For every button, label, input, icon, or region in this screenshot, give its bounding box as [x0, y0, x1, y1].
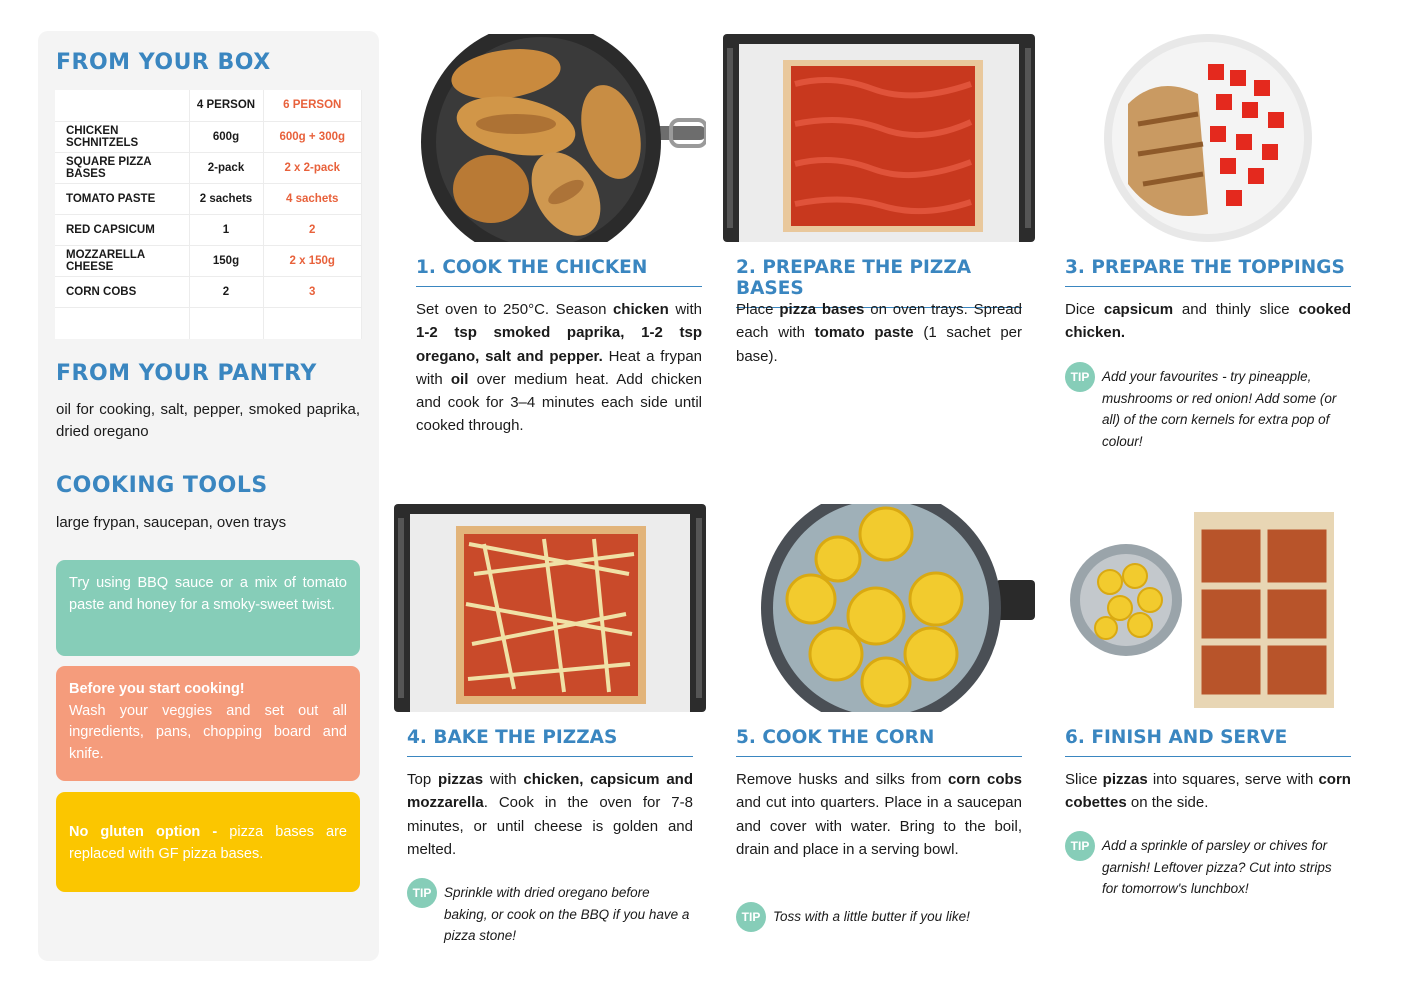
ingredient-name: TOMATO PASTE: [55, 183, 189, 214]
step-5-tip-text: Toss with a little butter if you like!: [773, 909, 970, 924]
ingredient-name: CORN COBS: [55, 276, 189, 307]
tip-icon: TIP: [736, 902, 766, 932]
before-cooking-title: Before you start cooking!: [69, 681, 245, 697]
emphasis-text: 1-2 tsp smoked paprika, 1-2 tsp oregano, salt and pepper.: [416, 324, 702, 365]
step-6-title: 6. FINISH AND SERVE: [1065, 727, 1351, 757]
emphasis-text: cooked chicken.: [1065, 301, 1351, 342]
emphasis-text: corn cobettes: [1065, 771, 1351, 812]
table-row: [55, 121, 362, 152]
step-5-tip: [736, 906, 1022, 932]
ingredient-name: CHICKEN SCHNITZELS: [55, 121, 189, 152]
ingredient-4p: 2: [189, 276, 263, 307]
step-4-text: Top pizzas with chicken, capsicum and mozzarella. Cook in the oven for 7-8 minutes, or until cheese is golden and melted.: [407, 771, 694, 858]
table-row: [55, 276, 362, 307]
sidebar: [38, 31, 379, 961]
ingredient-4p: 600g: [189, 121, 263, 152]
step-3-tip-text: Add your favourites - try pineapple, mushrooms or red onion! Add some (or all) of the corn kernels for extra pop of colour!: [1102, 369, 1337, 449]
emphasis-text: corn cobs: [947, 771, 1022, 788]
step-2-text: Place pizza bases on oven trays. Spread each with tomato paste (1 sachet per base).: [736, 301, 1022, 365]
ingredient-name: RED CAPSICUM: [55, 214, 189, 245]
ingredient-name: SQUARE PIZZA BASES: [55, 152, 189, 183]
step-3-title: 3. PREPARE THE TOPPINGS: [1065, 257, 1351, 287]
step-2-title: 2. PREPARE THE PIZZA BASES: [736, 257, 1022, 308]
step-4-tip: [407, 882, 693, 947]
ingredient-4p: 150g: [189, 245, 263, 276]
table-spacer-row: [55, 307, 362, 339]
before-cooking-callout: [56, 666, 360, 781]
toppings-plate-photo: [1098, 34, 1318, 242]
header-6-person: 6 PERSON: [263, 90, 362, 121]
tools-text: large frypan, saucepan, oven trays: [56, 514, 287, 531]
bbq-tip-text: Try using BBQ sauce or a mix of tomato paste and honey for a smoky-sweet twist.: [69, 575, 347, 613]
gluten-free-text: pizza bases are replaced with GF pizza bases.: [69, 824, 347, 862]
bbq-tip-callout: [56, 560, 360, 656]
baked-pizza-photo: [394, 504, 706, 712]
emphasis-text: pizzas: [1102, 771, 1148, 788]
table-header-row: [55, 90, 362, 121]
ingredient-4p: 2-pack: [189, 152, 263, 183]
ingredient-6p: 2 x 150g: [263, 245, 362, 276]
from-your-pantry-heading: FROM YOUR PANTRY: [56, 361, 317, 386]
ingredient-4p: 1: [189, 214, 263, 245]
pantry-text: oil for cooking, salt, pepper, smoked paprika, dried oregano: [56, 401, 360, 440]
tip-icon: TIP: [1065, 831, 1095, 861]
gluten-free-title: No gluten option -: [69, 824, 218, 840]
table-header-blank: [55, 90, 189, 121]
table-row: [55, 214, 362, 245]
ingredient-name: MOZZARELLA CHEESE: [55, 245, 189, 276]
chicken-frypan-photo: [416, 34, 706, 242]
served-pizza-photo: [1070, 510, 1335, 712]
emphasis-text: tomato paste: [814, 324, 914, 342]
from-your-box-heading: FROM YOUR BOX: [56, 50, 271, 75]
emphasis-text: oil: [450, 370, 469, 388]
emphasis-text: capsicum: [1103, 301, 1174, 318]
step-6-text: Slice pizzas into squares, serve with corn cobettes on the side.: [1065, 771, 1351, 812]
step-5-text: Remove husks and silks from corn cobs and cut into quarters. Place in a saucepan and cover with water. Bring to the boil, drain and place in a serving bowl.: [736, 771, 1022, 858]
cooking-tools-heading: COOKING TOOLS: [56, 473, 268, 498]
emphasis-text: chicken, capsicum and mozzarella: [407, 771, 694, 812]
header-4-person: 4 PERSON: [189, 90, 263, 121]
step-5-title: 5. COOK THE CORN: [736, 727, 1022, 757]
step-3-text: Dice capsicum and thinly slice cooked chicken.: [1065, 301, 1351, 342]
table-row: [55, 245, 362, 276]
ingredient-6p: 3: [263, 276, 362, 307]
step-6-tip: [1065, 835, 1351, 900]
ingredients-table: [55, 90, 362, 339]
emphasis-text: chicken: [612, 301, 669, 318]
emphasis-text: pizzas: [438, 771, 484, 788]
ingredient-4p: 2 sachets: [189, 183, 263, 214]
step-1-title: 1. COOK THE CHICKEN: [416, 257, 702, 287]
corn-saucepan-photo: [756, 504, 1035, 712]
step-6-tip-text: Add a sprinkle of parsley or chives for garnish! Leftover pizza? Cut into strips for tomorrow's lunchbox!: [1102, 838, 1332, 896]
step-4-tip-text: Sprinkle with dried oregano before baking, or cook on the BBQ if you have a pizza stone!: [444, 885, 690, 943]
tip-icon: TIP: [1065, 362, 1095, 392]
tip-icon: TIP: [407, 878, 437, 908]
table-row: [55, 152, 362, 183]
step-4-title: 4. BAKE THE PIZZAS: [407, 727, 693, 757]
pizza-bases-photo: [723, 34, 1035, 242]
ingredient-6p: 2 x 2-pack: [263, 152, 362, 183]
ingredient-6p: 2: [263, 214, 362, 245]
step-1-text: Set oven to 250°C. Season chicken with 1-2 tsp smoked paprika, 1-2 tsp oregano, salt and pepper. Heat a frypan with oil over medium heat. Add chicken and cook for 3–4 minutes each side until cooked through.: [416, 301, 703, 435]
before-cooking-text: Wash your veggies and set out all ingredients, pans, chopping board and knife.: [69, 702, 347, 762]
emphasis-text: pizza bases: [779, 301, 865, 318]
ingredient-6p: 4 sachets: [263, 183, 362, 214]
step-3-tip: [1065, 366, 1351, 452]
table-row: [55, 183, 362, 214]
gluten-free-callout: [56, 792, 360, 892]
ingredient-6p: 600g + 300g: [263, 121, 362, 152]
